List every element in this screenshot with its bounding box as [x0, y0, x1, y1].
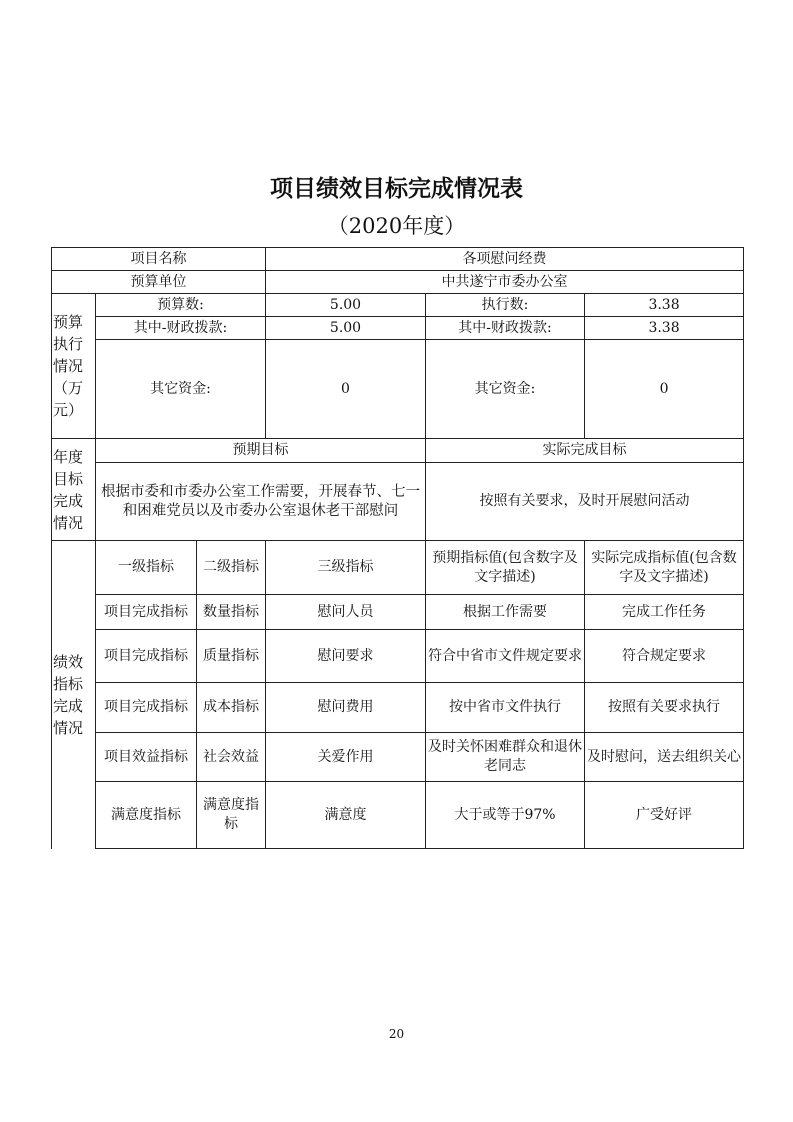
label-cell: 其它资金: — [426, 340, 585, 439]
cell: 慰问人员 — [266, 595, 426, 630]
table-row — [52, 683, 744, 733]
label-cell: 预算数: — [96, 294, 266, 317]
label-cell: 其它资金: — [96, 340, 266, 439]
cell: 成本指标 — [197, 683, 266, 733]
cell: 符合规定要求 — [585, 630, 744, 683]
value-cell: 0 — [585, 340, 744, 439]
header-cell: 一级指标 — [96, 541, 197, 595]
cell: 符合中省市文件规定要求 — [426, 630, 585, 683]
cell: 质量指标 — [197, 630, 266, 683]
cell: 项目完成指标 — [96, 630, 197, 683]
label-cell: 其中-财政拨款: — [96, 317, 266, 340]
value-cell: 0 — [266, 340, 426, 439]
cell: 广受好评 — [585, 782, 744, 849]
header-cell: 二级指标 — [197, 541, 266, 595]
label-cell: 预算单位 — [52, 271, 266, 294]
table-row — [52, 317, 744, 340]
label-cell: 项目名称 — [52, 248, 266, 271]
value-cell: 各项慰问经费 — [266, 248, 744, 271]
header-cell: 预期目标 — [96, 439, 426, 463]
table-row — [52, 595, 744, 630]
table-row — [52, 782, 744, 849]
cell: 社会效益 — [197, 733, 266, 782]
header-cell: 实际完成目标 — [426, 439, 744, 463]
cell: 按中省市文件执行 — [426, 683, 585, 733]
cell: 慰问费用 — [266, 683, 426, 733]
header-cell: 三级指标 — [266, 541, 426, 595]
table-row — [52, 439, 744, 463]
page-number: 20 — [388, 1027, 405, 1041]
section-label: 年度目标完成情况 — [52, 439, 96, 541]
header-cell: 实际完成指标值(包含数字及文字描述) — [585, 541, 744, 595]
section-label: 预算执行情况（万元） — [52, 294, 96, 439]
table-row — [52, 630, 744, 683]
cell: 关爱作用 — [266, 733, 426, 782]
value-cell: 3.38 — [585, 294, 744, 317]
page-subtitle: （2020年度） — [327, 214, 466, 238]
cell: 满意度 — [266, 782, 426, 849]
cell: 数量指标 — [197, 595, 266, 630]
cell: 完成工作任务 — [585, 595, 744, 630]
table-row — [52, 294, 744, 317]
table-row — [52, 541, 744, 595]
cell: 满意度指标 — [197, 782, 266, 849]
value-cell: 5.00 — [266, 294, 426, 317]
page-title: 项目绩效目标完成情况表 — [270, 176, 523, 202]
expected-goal: 根据市委和市委办公室工作需要，开展春节、七一和困难党员以及市委办公室退休老干部慰问 — [96, 463, 426, 541]
table-row — [52, 248, 744, 271]
value-cell: 5.00 — [266, 317, 426, 340]
value-cell: 中共遂宁市委办公室 — [266, 271, 744, 294]
cell: 项目效益指标 — [96, 733, 197, 782]
cell: 满意度指标 — [96, 782, 197, 849]
label-cell: 执行数: — [426, 294, 585, 317]
table-row — [52, 733, 744, 782]
section-label: 绩效指标完成情况 — [52, 541, 96, 849]
performance-table — [51, 247, 744, 849]
cell: 根据工作需要 — [426, 595, 585, 630]
cell: 项目完成指标 — [96, 683, 197, 733]
cell: 大于或等于97% — [426, 782, 585, 849]
table-row — [52, 340, 744, 439]
actual-goal: 按照有关要求，及时开展慰问活动 — [426, 463, 744, 541]
header-cell: 预期指标值(包含数字及文字描述) — [426, 541, 585, 595]
table-row — [52, 271, 744, 294]
table-row — [52, 463, 744, 541]
value-cell: 3.38 — [585, 317, 744, 340]
cell: 按照有关要求执行 — [585, 683, 744, 733]
cell: 慰问要求 — [266, 630, 426, 683]
cell: 项目完成指标 — [96, 595, 197, 630]
cell: 及时关怀困难群众和退休老同志 — [426, 733, 585, 782]
cell: 及时慰问，送去组织关心 — [585, 733, 744, 782]
label-cell: 其中-财政拨款: — [426, 317, 585, 340]
